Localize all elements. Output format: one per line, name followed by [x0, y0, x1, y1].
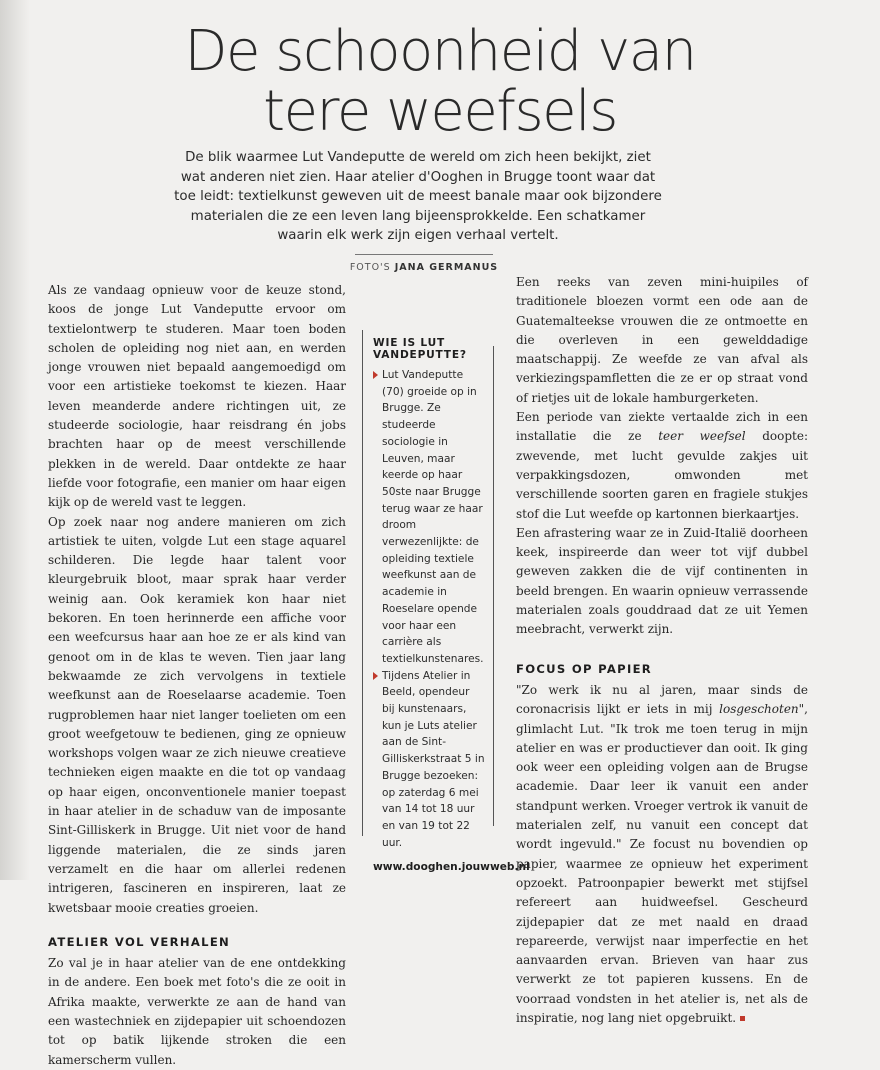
credit-name: JANA GERMANUS	[394, 262, 499, 273]
credit-divider	[355, 254, 493, 255]
article-headline	[100, 19, 780, 144]
left-paragraph-3: Zo val je in haar atelier van de ene ontdekking in de andere. Een boek met foto's die ze ooit in Afrika maakte, verwerkte ze aan de hand van een wastechniek en zijdepapier uit schoendozen tot op batik lijkende stroken die een kamerscherm vullen.	[48, 956, 346, 1067]
photo-credit	[318, 262, 530, 273]
bullet-arrow-icon	[373, 371, 378, 379]
bullet-arrow-icon	[373, 672, 378, 680]
sidebar-divider-left	[362, 330, 363, 836]
headline-line-1: De schoonheid van	[184, 19, 696, 84]
right-paragraph-3: Een afrastering waar ze in Zuid-Italië doorheen keek, inspireerde dan weer tot vijf dubbel geweven zakken die de vijf continenten in beeld brengen. En waarin opnieuw verrassende materialen zoals gouddraad dat ze uit Yemen meebracht, verwerkt zijn.	[516, 525, 808, 637]
article-intro: De blik waarmee Lut Vandeputte de wereld om zich heen bekijkt, ziet wat anderen niet zien. Haar atelier d'Ooghen in Brugge toont waar dat toe leidt: textielkunst geweven uit de meest banale maar ook bijzondere materialen die ze een leven lang bijeensprokkelde. Een schatkamer waarin elk werk zijn eigen verhaal vertelt.	[174, 150, 662, 243]
right-paragraph-2-text-b: doopte: zwevende, met lucht gevulde zakjes uit verpakkingsdozen, omwonden met verschillende soorten garen en fragiele stukjes stof die Lut weefde op kartonnen bierkaartjes.	[516, 429, 809, 521]
sidebar-item-bio	[373, 367, 485, 668]
right-paragraph-4-text-a: "Zo werk ik nu al jaren, maar sinds de coronacrisis lijkt er iets in mij	[516, 682, 808, 717]
end-of-article-icon	[740, 1016, 745, 1021]
right-paragraph-4-emphasis: losgeschoten	[719, 702, 799, 717]
info-sidebar	[373, 337, 530, 876]
subhead-atelier: ATELIER VOL VERHALEN	[48, 934, 231, 949]
sidebar-item-visit	[373, 668, 485, 852]
sidebar-item-visit-text: Tijdens Atelier in Beeld, opendeur bij kunstenaars, kun je Luts atelier aan de Sint-Gilliskerkstraat 5 in Brugge bezoeken: op zaterdag 6 mei van 14 tot 18 uur en van 19 tot 22 uur.	[382, 669, 485, 849]
right-paragraph-2-text-a: Een periode van ziekte vertaalde zich in een installatie die ze	[516, 410, 808, 444]
right-paragraph-2	[516, 408, 808, 524]
sidebar-item-bio-text: Lut Vandeputte (70) groeide op in Brugge. Ze studeerde sociologie in Leuven, maar keerde op haar 50ste naar Brugge terug waar ze haar droom verwezenlijkte: de opleiding textiele weefkunst aan de academie in Roeselare opende voor haar een carrière als textielkunstenares.	[382, 369, 484, 665]
left-paragraph-1: Als ze vandaag opnieuw voor de keuze stond, koos de jonge Lut Vandeputte ervoor om textielontwerp te studeren. Maar toen boden scholen de opleiding nog niet aan, en werden jonge vrouwen niet bepaald aangemoedigd om voor een artistieke toekomst te kiezen. Haar leven meanderde andere richtingen uit, ze studeerde sociologie, haar reisdrang én jobs brachten haar op de meest verschillende plekken in de wereld. Daar ontdekte ze haar liefde voor fotografie, een manier om haar eigen kijk op de wereld vast te leggen.	[48, 283, 346, 510]
right-paragraph-2-emphasis: teer weefsel	[658, 429, 746, 444]
sidebar-divider-right	[493, 346, 494, 826]
website-link[interactable]: www.dooghen.jouwweb.nl	[373, 861, 530, 874]
page-gutter-shadow	[0, 0, 30, 880]
right-paragraph-4-text-b: ", glimlacht Lut. "Ik trok me toen terug in mijn atelier en was er productiever dan ooit. Ik ging ook weer een opleiding volgen aan de Brugse academie. Daar leer ik vanuit een ander standpunt werken. Vroeger vertrok ik vanuit de materialen zelf, nu vanuit een concept dat wordt ingevuld." Ze focust nu bovendien op papier, waarmee ze opnieuw het experiment opzoekt. Patroonpapier bewerkt met stijfsel refereert aan huidweefsel. Gescheurd zijdepapier dat ze met naald en draad repareerde, verwijst naar imperfectie en het aanvaarden ervan. Brieven van haar zus verwerkt ze tot papieren kussens. En de voorraad vondsten in het atelier is, net als de inspiratie, nog lang niet opgebruikt.	[516, 702, 808, 1025]
right-paragraph-1: Een reeks van zeven mini-huipiles of traditionele bloezen vormt een ode aan de Guatemalteekse vrouwen die ze ontmoette en die overleven in een gewelddadige maatschappij. Ze weefde ze van afval als verkiezingspamfletten die ze er op straat vond of rietjes uit de lokale hamburgerketen.	[516, 275, 808, 405]
right-column	[516, 273, 808, 1028]
left-paragraph-2: Op zoek naar nog andere manieren om zich artistiek te uiten, volgde Lut een stage aquarel schilderen. Die legde haar talent voor kleurgebruik bloot, maar sprak haar verder weinig aan. Ook keramiek kon haar niet bekoren. En toen herinnerde een affiche voor een weefcursus haar aan hoe ze er als kind van genoot om in de klas te weven. Tien jaar lang bekwaamde ze zich vervolgens in textiele weefkunst aan de Roeselaarse academie. Toen rugproblemen haar niet langer toelieten om een groot weefgetouw te bedienen, ging ze opnieuw workshops volgen waar ze zich nieuwe creatieve technieken eigen maakte en die tot op vandaag op haar eigen, onconventionele manier toepast in haar atelier in de schaduw van de imposante Sint-Gilliskerk in Brugge. Uit niet voor de hand liggende materialen, die ze sinds jaren verzamelt en die haar om allerlei redenen intrigeren, fascineren en inspireren, laat ze kwetsbaar mooie creaties groeien.	[48, 514, 346, 915]
right-paragraph-4	[516, 681, 808, 1028]
subhead-papier: FOCUS OP PAPIER	[516, 661, 653, 676]
headline-line-2: tere weefsels	[263, 79, 617, 144]
credit-label: FOTO'S	[349, 262, 391, 273]
sidebar-title: WIE IS LUT VANDEPUTTE?	[373, 337, 467, 361]
left-column	[48, 281, 346, 1070]
